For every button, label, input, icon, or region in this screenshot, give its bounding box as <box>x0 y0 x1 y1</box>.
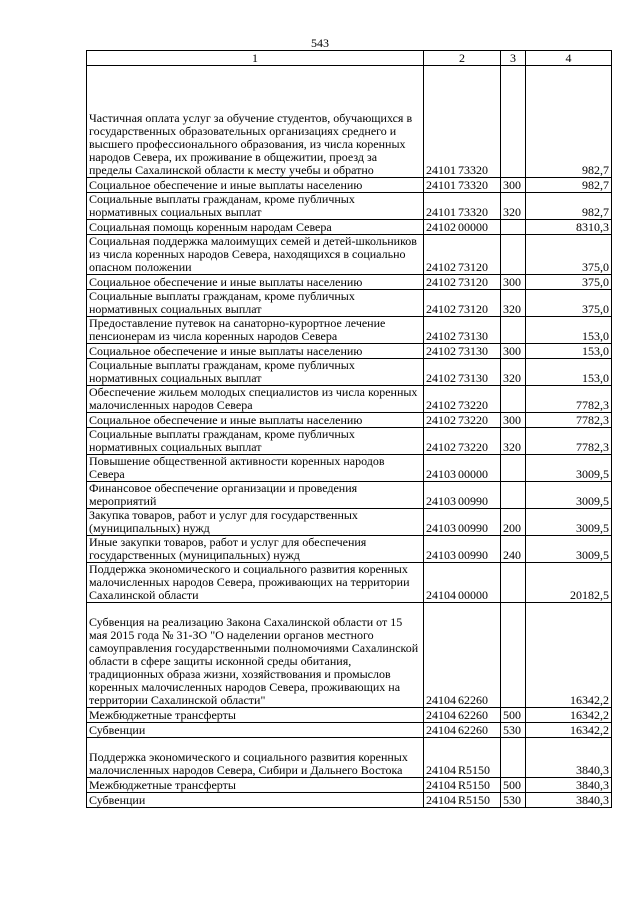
row-sum: 8310,3 <box>526 220 612 235</box>
program-code: 24102 <box>426 398 456 412</box>
row-name: Социальное обеспечение и иные выплаты населению <box>87 344 424 359</box>
row-name: Социальные выплаты гражданам, кроме публичных нормативных социальных выплат <box>87 359 424 386</box>
row-code <box>424 275 501 290</box>
row-name: Иные закупки товаров, работ и услуг для обеспечения государственных (муниципальных) нужд <box>87 536 424 563</box>
program-code: 24103 <box>426 494 456 508</box>
direction-code: 73220 <box>458 440 488 454</box>
table-header-row <box>87 51 612 66</box>
row-code <box>424 778 501 793</box>
row-sum: 3009,5 <box>526 536 612 563</box>
row-code <box>424 482 501 509</box>
table-row <box>87 193 612 220</box>
program-code: 24102 <box>426 329 456 343</box>
row-sum: 3840,3 <box>526 778 612 793</box>
header-col-4: 4 <box>526 51 612 66</box>
row-sum: 16342,2 <box>526 603 612 708</box>
program-code: 24104 <box>426 588 456 602</box>
row-sum: 3009,5 <box>526 482 612 509</box>
direction-code: 00000 <box>458 588 488 602</box>
row-name: Социальная помощь коренным народам Севера <box>87 220 424 235</box>
expense-type: 530 <box>501 723 526 738</box>
row-sum: 153,0 <box>526 317 612 344</box>
expense-type: 300 <box>501 275 526 290</box>
expense-type: 300 <box>501 413 526 428</box>
expense-type: 320 <box>501 428 526 455</box>
direction-code: R5150 <box>458 763 491 777</box>
expense-type <box>501 738 526 778</box>
program-code: 24104 <box>426 723 456 737</box>
expense-type <box>501 482 526 509</box>
row-code <box>424 428 501 455</box>
row-name: Социальная поддержка малоимущих семей и детей-школьников из числа коренных народов Севера, находящихся в социально опасном положении <box>87 235 424 275</box>
row-sum: 16342,2 <box>526 723 612 738</box>
direction-code: R5150 <box>458 793 491 807</box>
expense-type: 530 <box>501 793 526 808</box>
row-sum: 375,0 <box>526 235 612 275</box>
row-name: Повышение общественной активности коренных народов Севера <box>87 455 424 482</box>
page-number: 543 <box>311 36 329 50</box>
expense-type: 500 <box>501 778 526 793</box>
row-name: Финансовое обеспечение организации и проведения мероприятий <box>87 482 424 509</box>
row-name: Субвенции <box>87 723 424 738</box>
row-sum: 375,0 <box>526 275 612 290</box>
table-row <box>87 386 612 413</box>
row-code <box>424 793 501 808</box>
expense-type: 320 <box>501 290 526 317</box>
direction-code: 00000 <box>458 467 488 481</box>
program-code: 24103 <box>426 467 456 481</box>
row-sum: 16342,2 <box>526 708 612 723</box>
table-row <box>87 603 612 708</box>
row-name: Социальные выплаты гражданам, кроме публичных нормативных социальных выплат <box>87 290 424 317</box>
expense-type: 500 <box>501 708 526 723</box>
row-code <box>424 344 501 359</box>
table-row <box>87 344 612 359</box>
program-code: 24101 <box>426 205 456 219</box>
table-row <box>87 178 612 193</box>
row-code <box>424 290 501 317</box>
expense-type <box>501 386 526 413</box>
direction-code: 62260 <box>458 693 488 707</box>
row-name: Межбюджетные трансферты <box>87 778 424 793</box>
direction-code: 00990 <box>458 494 488 508</box>
row-code <box>424 359 501 386</box>
row-code <box>424 235 501 275</box>
row-name: Социальные выплаты гражданам, кроме публичных нормативных социальных выплат <box>87 428 424 455</box>
program-code: 24102 <box>426 413 456 427</box>
table-row <box>87 66 612 178</box>
program-code: 24104 <box>426 763 456 777</box>
program-code: 24102 <box>426 344 456 358</box>
direction-code: 00990 <box>458 548 488 562</box>
direction-code: 73120 <box>458 260 488 274</box>
row-code <box>424 178 501 193</box>
row-name: Субвенция на реализацию Закона Сахалинской области от 15 мая 2015 года № 31-ЗО "О наделении органов местного самоуправления государственными полномочиями Сахалинской области в сфере защиты исконной среды обитания, традиционных образа жизни, хозяйствования и промыслов коренных малочисленных народов Севера, проживающих на территории Сахалинской области" <box>87 603 424 708</box>
row-sum: 20182,5 <box>526 563 612 603</box>
direction-code: 73320 <box>458 205 488 219</box>
table-row <box>87 455 612 482</box>
row-name: Предоставление путевок на санаторно-курортное лечение пенсионерам из числа коренных народов Севера <box>87 317 424 344</box>
expense-type <box>501 66 526 178</box>
expense-type: 240 <box>501 536 526 563</box>
expense-type: 300 <box>501 178 526 193</box>
row-name: Социальное обеспечение и иные выплаты населению <box>87 178 424 193</box>
table-row <box>87 536 612 563</box>
table-row <box>87 220 612 235</box>
row-name: Субвенции <box>87 793 424 808</box>
program-code: 24102 <box>426 275 456 289</box>
row-code <box>424 708 501 723</box>
row-sum: 3009,5 <box>526 509 612 536</box>
program-code: 24104 <box>426 708 456 722</box>
direction-code: 00990 <box>458 521 488 535</box>
row-name: Закупка товаров, работ и услуг для государственных (муниципальных) нужд <box>87 509 424 536</box>
program-code: 24102 <box>426 371 456 385</box>
row-code <box>424 603 501 708</box>
row-name: Частичная оплата услуг за обучение студентов, обучающихся в государственных образовательных организациях среднего и высшего профессионального образования, из числа коренных народов Севера, их проживание в общежитии, проезд за пределы Сахалинской области к месту учебы и обратно <box>87 66 424 178</box>
program-code: 24102 <box>426 302 456 316</box>
program-code: 24101 <box>426 163 456 177</box>
row-name: Социальное обеспечение и иные выплаты населению <box>87 275 424 290</box>
row-name: Межбюджетные трансферты <box>87 708 424 723</box>
table-row <box>87 428 612 455</box>
program-code: 24103 <box>426 521 456 535</box>
table-row <box>87 317 612 344</box>
row-name: Социальное обеспечение и иные выплаты населению <box>87 413 424 428</box>
row-sum: 7782,3 <box>526 428 612 455</box>
row-sum: 153,0 <box>526 344 612 359</box>
expense-type: 300 <box>501 344 526 359</box>
expense-type <box>501 563 526 603</box>
table-row <box>87 708 612 723</box>
row-code <box>424 66 501 178</box>
direction-code: 73120 <box>458 302 488 316</box>
table-row <box>87 235 612 275</box>
table-row <box>87 290 612 317</box>
table-row <box>87 275 612 290</box>
row-sum: 7782,3 <box>526 413 612 428</box>
row-sum: 982,7 <box>526 66 612 178</box>
row-code <box>424 193 501 220</box>
header-col-3: 3 <box>501 51 526 66</box>
budget-table <box>86 50 612 808</box>
direction-code: 73320 <box>458 163 488 177</box>
direction-code: 73130 <box>458 371 488 385</box>
row-code <box>424 386 501 413</box>
direction-code: 73320 <box>458 178 488 192</box>
table-row <box>87 482 612 509</box>
direction-code: 73130 <box>458 344 488 358</box>
row-code <box>424 536 501 563</box>
header-col-1: 1 <box>87 51 424 66</box>
header-col-2: 2 <box>424 51 501 66</box>
direction-code: 73130 <box>458 329 488 343</box>
program-code: 24104 <box>426 693 456 707</box>
row-name: Социальные выплаты гражданам, кроме публичных нормативных социальных выплат <box>87 193 424 220</box>
table-row <box>87 793 612 808</box>
row-code <box>424 413 501 428</box>
direction-code: 73220 <box>458 398 488 412</box>
table-row <box>87 413 612 428</box>
row-name: Поддержка экономического и социального развития коренных малочисленных народов Севера, проживающих на территории Сахалинской области <box>87 563 424 603</box>
row-sum: 375,0 <box>526 290 612 317</box>
row-code <box>424 220 501 235</box>
program-code: 24103 <box>426 548 456 562</box>
program-code: 24101 <box>426 178 456 192</box>
program-code: 24104 <box>426 778 456 792</box>
expense-type <box>501 455 526 482</box>
expense-type <box>501 603 526 708</box>
row-code <box>424 723 501 738</box>
expense-type: 200 <box>501 509 526 536</box>
row-sum: 153,0 <box>526 359 612 386</box>
row-code <box>424 738 501 778</box>
direction-code: 62260 <box>458 723 488 737</box>
row-sum: 7782,3 <box>526 386 612 413</box>
expense-type: 320 <box>501 359 526 386</box>
row-name: Поддержка экономического и социального развития коренных малочисленных народов Севера, Сибири и Дальнего Востока <box>87 738 424 778</box>
table-row <box>87 563 612 603</box>
program-code: 24104 <box>426 793 456 807</box>
expense-type <box>501 317 526 344</box>
program-code: 24102 <box>426 220 456 234</box>
row-sum: 3840,3 <box>526 738 612 778</box>
direction-code: 73220 <box>458 413 488 427</box>
program-code: 24102 <box>426 440 456 454</box>
row-sum: 3840,3 <box>526 793 612 808</box>
direction-code: 62260 <box>458 708 488 722</box>
table-row <box>87 738 612 778</box>
table-row <box>87 359 612 386</box>
row-sum: 982,7 <box>526 178 612 193</box>
row-code <box>424 509 501 536</box>
table-row <box>87 723 612 738</box>
row-code <box>424 455 501 482</box>
table-row <box>87 509 612 536</box>
expense-type: 320 <box>501 193 526 220</box>
direction-code: R5150 <box>458 778 491 792</box>
row-sum: 3009,5 <box>526 455 612 482</box>
row-code <box>424 317 501 344</box>
direction-code: 00000 <box>458 220 488 234</box>
program-code: 24102 <box>426 260 456 274</box>
expense-type <box>501 220 526 235</box>
row-code <box>424 563 501 603</box>
direction-code: 73120 <box>458 275 488 289</box>
row-name: Обеспечение жильем молодых специалистов из числа коренных малочисленных народов Севера <box>87 386 424 413</box>
expense-type <box>501 235 526 275</box>
table-row <box>87 778 612 793</box>
row-sum: 982,7 <box>526 193 612 220</box>
